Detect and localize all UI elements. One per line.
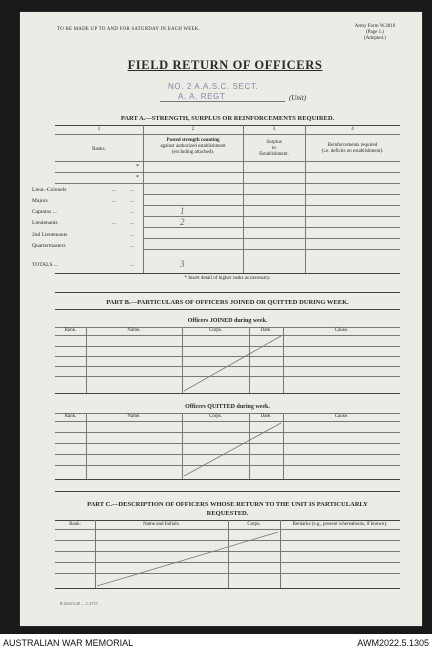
quitted-col-corps: Corps.	[208, 414, 223, 419]
form-adopted: (Adopted.)	[364, 36, 386, 41]
captains-posted-value: 1	[180, 206, 185, 216]
quitted-col-name: Name.	[127, 414, 141, 419]
form-page: (Page 1.)	[365, 30, 385, 35]
surplus-header-3: Establishment.	[259, 152, 289, 157]
archive-caption-bar	[0, 634, 432, 653]
part-a-row-rule	[143, 238, 400, 239]
rank-dots: ...	[130, 262, 135, 268]
joined-col-name: Name.	[127, 328, 141, 333]
part-a-row-rule	[143, 194, 400, 195]
posted-header-3: (excluding attached).	[171, 150, 215, 155]
reinf-header-2: (i.e. deficits on establishment).	[321, 149, 384, 154]
form-number: Army Form W.3010	[354, 24, 396, 29]
quitted-col-cause: Cause.	[334, 414, 349, 419]
surplus-header-1: Surplus	[266, 140, 282, 145]
rank-dots: ...	[112, 187, 117, 193]
joined-col-rank: Rank.	[64, 328, 77, 333]
unit-stamp-line1: NO. 2 A.A.S.C. SECT.	[168, 82, 259, 91]
totals-posted-value: 3	[180, 259, 185, 269]
archive-name: AUSTRALIAN WAR MEMORIAL	[3, 638, 134, 648]
joined-table-title: Officers JOINED during week.	[187, 318, 268, 324]
rank-label: Quartermasters	[32, 243, 66, 249]
col-number-4: 4	[351, 127, 354, 132]
totals-label: TOTALS ...	[32, 262, 59, 268]
asterisk-row-2: *	[136, 175, 139, 181]
part-a-title: PART A.—STRENGTH, SURPLUS OR REINFORCEMENTS REQUIRED.	[120, 115, 335, 122]
part-a-row-rule	[143, 227, 400, 228]
part-c-col-corps: Corps.	[247, 522, 261, 527]
rank-label: 2nd Lieutenants	[32, 232, 68, 238]
print-code: B 2633/3.39 — C.4715	[60, 601, 98, 606]
quitted-col-divider	[86, 413, 87, 479]
part-a-col-divider-3	[305, 125, 306, 273]
part-a-top-rule	[55, 125, 400, 126]
part-b-top-rule	[55, 309, 400, 310]
joined-strike-through	[182, 327, 283, 393]
part-c-table-bottom	[55, 588, 400, 589]
rank-label: Lieut.-Colonels	[32, 187, 67, 193]
part-c-title-line1: PART C.—DESCRIPTION OF OFFICERS WHOSE RETURN TO THE UNIT IS PARTICULARLY	[87, 501, 368, 508]
rank-dots: ...	[112, 198, 117, 204]
part-a-row-rule	[55, 183, 400, 184]
part-a-header-rule	[55, 161, 400, 162]
part-c-col-divider	[280, 520, 281, 588]
header-instruction: TO BE MADE UP TO AND FOR SATURDAY IN EACH WEEK.	[57, 27, 201, 32]
joined-col-cause: Cause.	[334, 328, 349, 333]
part-a-col-divider-2	[243, 125, 244, 273]
col-number-3: 3	[272, 127, 276, 132]
part-a-number-rule	[55, 134, 400, 135]
joined-table-bottom	[55, 393, 400, 394]
rank-dots: ...	[112, 220, 117, 226]
joined-col-divider	[283, 327, 284, 393]
form-title: FIELD RETURN OF OFFICERS	[127, 58, 323, 72]
part-a-row-rule	[55, 172, 400, 173]
rank-dots: ...	[130, 187, 135, 193]
rank-dots: ...	[130, 220, 135, 226]
unit-stamp-line2: A. A. REGT	[178, 92, 226, 101]
section-divider	[55, 292, 400, 293]
quitted-col-divider	[283, 413, 284, 479]
part-b-title: PART B.—PARTICULARS OF OFFICERS JOINED OR QUITTED DURING WEEK.	[106, 299, 349, 306]
quitted-table-bottom	[55, 479, 400, 480]
joined-col-corps: Corps.	[208, 328, 223, 333]
rank-label: Majors	[32, 198, 48, 204]
section-divider	[55, 491, 400, 492]
quitted-table-title: Officers QUITTED during week.	[185, 404, 270, 410]
part-c-title-line2: REQUESTED.	[206, 510, 249, 517]
part-c-col-remarks: Remarks (e.g., present whereabouts, if known).	[292, 522, 388, 527]
quitted-col-rank: Rank.	[64, 414, 77, 419]
surplus-header-2: to	[272, 146, 276, 151]
part-c-col-name: Name and Initials.	[143, 522, 180, 527]
quitted-col-date: Date.	[260, 414, 272, 419]
part-a-bottom-rule	[55, 273, 400, 274]
archive-accession-number: AWM2022.5.1305	[357, 638, 429, 648]
quitted-strike-through	[182, 413, 283, 479]
reinf-header-1: Reinforcements required	[327, 143, 378, 148]
rank-dots: ...	[130, 198, 135, 204]
col-number-1: 1	[97, 127, 101, 132]
part-a-col-divider-1	[143, 125, 144, 273]
rank-dots: ...	[130, 243, 135, 249]
joined-col-divider	[86, 327, 87, 393]
rank-label: Lieutenants	[32, 220, 58, 226]
ranks-header: Ranks.	[92, 147, 106, 152]
joined-col-date: Date.	[260, 328, 272, 333]
lieutenants-posted-value: 2	[180, 217, 185, 227]
asterisk-row-1: *	[136, 164, 139, 170]
part-a-row-rule	[143, 249, 400, 250]
unit-underline	[160, 101, 285, 102]
part-c-col-rank: Rank.	[69, 522, 81, 527]
part-c-strike-through	[95, 520, 280, 588]
unit-label: (Unit)	[289, 94, 307, 102]
posted-header-2: against authorized establishment	[160, 144, 226, 149]
col-number-2: 2	[191, 127, 195, 132]
posted-header-1: Posted strength counting	[166, 138, 220, 143]
part-a-footnote: * Insert detail of higher ranks as necessary.	[184, 276, 271, 281]
rank-dots: ...	[130, 209, 135, 215]
rank-label: Captains ...	[32, 209, 57, 215]
rank-dots: ...	[130, 232, 135, 238]
